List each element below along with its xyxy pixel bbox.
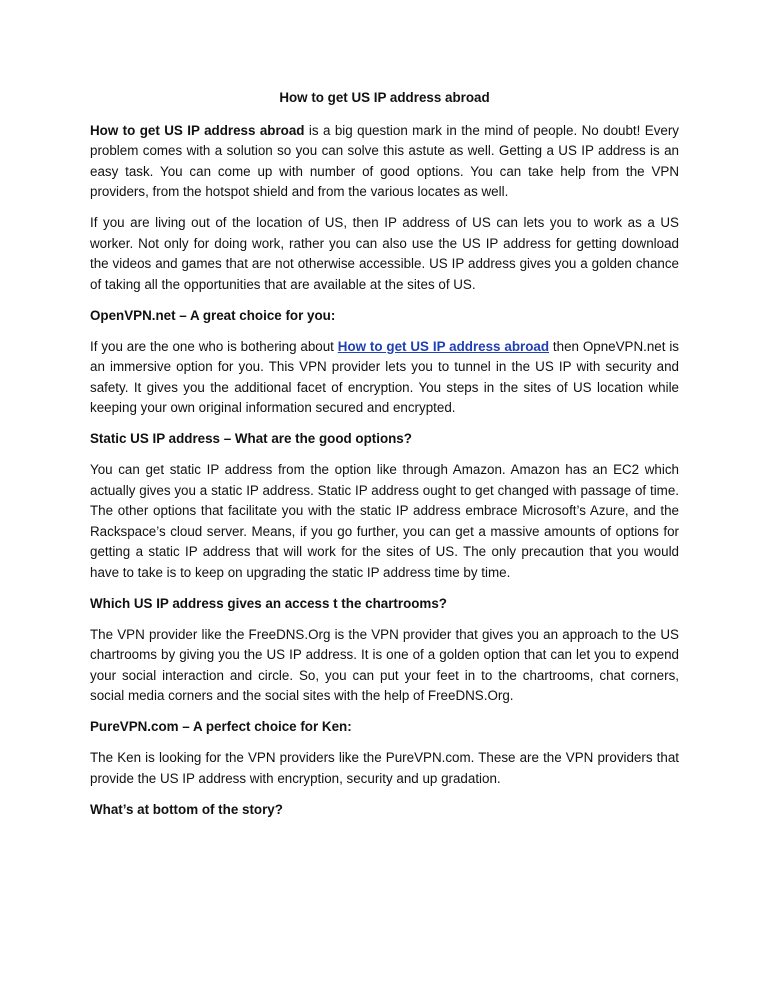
paragraph-chartrooms: The VPN provider like the FreeDNS.Org is the VPN provider that gives you an approach to the US chartrooms by giving you the US IP address. It is one of a golden option that can let you to expend your social interaction and circle. So, you can put your feet in to the chartrooms, chat corners, social media corners and the social sites with the help of FreeDNS.Org. (90, 626, 679, 703)
intro-paragraph (90, 121, 679, 203)
openvpn-text-before-link: If you are the one who is bothering about (90, 338, 338, 354)
heading-bottom-story: What’s at bottom of the story? (90, 801, 283, 817)
heading-static-ip: Static US IP address – What are the good options? (90, 431, 412, 446)
document-title: How to get US IP address abroad (279, 90, 490, 105)
paragraph-purevpn: The Ken is looking for the VPN providers like the PureVPN.com. These are the VPN providers that provide the US IP address with encryption, security and up gradation. (90, 750, 679, 786)
openvpn-text-after-link: then OpneVPN.net is an immersive option for you. This VPN provider lets you to tunnel in the US IP with security and safety. It gives you the additional facet of encryption. You steps in the sites of US location while keeping your own original information secured and encrypted. (90, 338, 680, 415)
intro-text: is a big question mark in the mind of people. No doubt! Every problem comes with a solution so you can solve this astute as well. Getting a US IP address is an easy task. You can come up with number of good options. You can take help from the VPN providers, from the hotspot shield and from the various locates as well. (90, 122, 679, 199)
heading-purevpn: PureVPN.com – A perfect choice for Ken: (90, 719, 352, 734)
how-to-get-us-ip-link[interactable]: How to get US IP address abroad (337, 338, 550, 354)
paragraph-static-ip: You can get static IP address from the option like through Amazon. Amazon has an EC2 which actually gives you a static IP address. Static IP address ought to get changed with passage of time. The other options that facilitate you with the static IP address embrace Microsoft’s Azure, and the Rackspace’s cloud server. Means, if you go further, you can get a massive amounts of options for getting a static IP address that will work for the sites of US. The only precaution that you would have to take is to keep on upgrading the static IP address time by time. (90, 462, 679, 580)
intro-lead-bold: How to get US IP address abroad (90, 122, 305, 138)
paragraph-openvpn (90, 337, 679, 419)
document-page (90, 88, 679, 831)
paragraph-us-worker: If you are living out of the location of US, then IP address of US can lets you to work as a US worker. Not only for doing work, rather you can also use the US IP address for getting download the videos and games that are not otherwise accessible. US IP address gives you a golden chance of taking all the opportunities that are available at the sites of US. (90, 215, 679, 292)
heading-chartrooms: Which US IP address gives an access t the chartrooms? (90, 595, 447, 611)
heading-openvpn: OpenVPN.net – A great choice for you: (90, 307, 336, 323)
